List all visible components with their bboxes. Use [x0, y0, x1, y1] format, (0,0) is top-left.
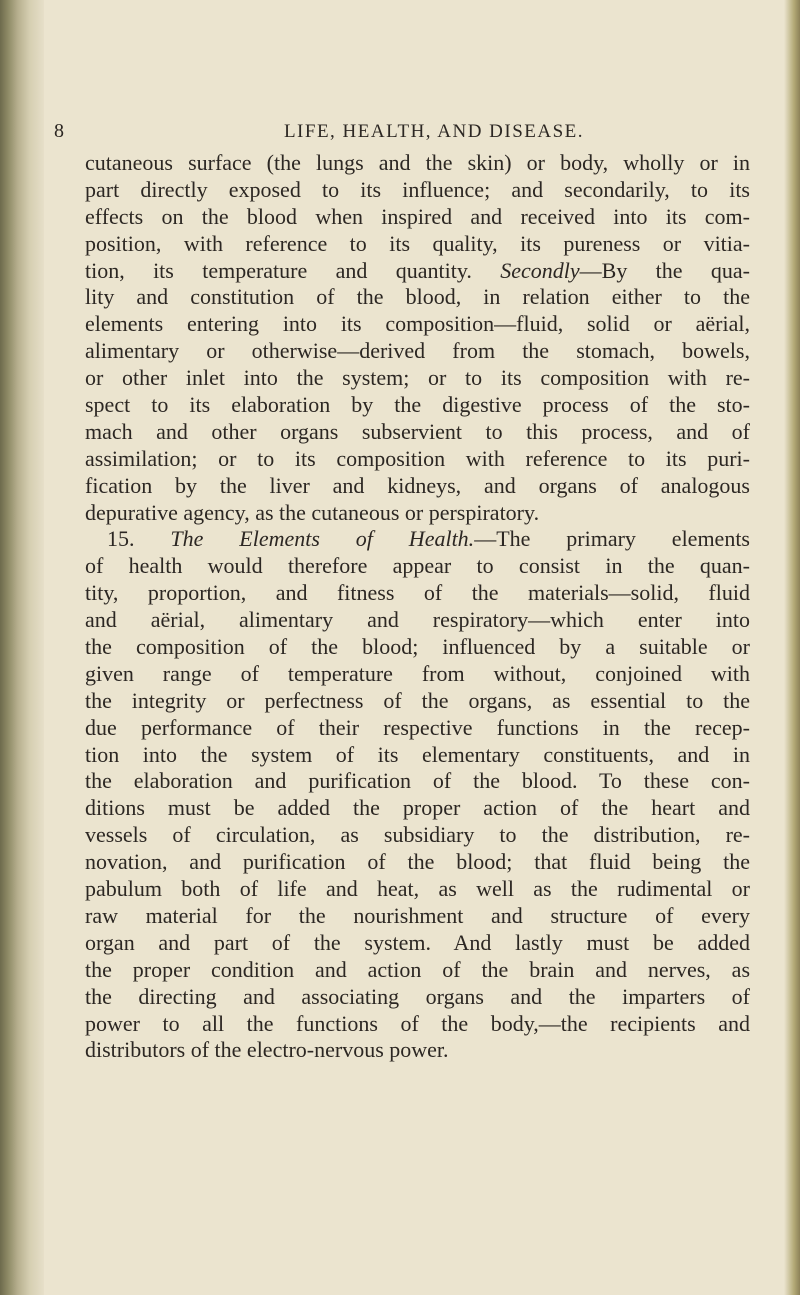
text-line: novation, and purification of the blood; that fluid being the: [85, 849, 750, 875]
text-line: vessels of circulation, as subsidiary to the distribution, re-: [85, 822, 750, 848]
text-line: mach and other organs subservient to this process, and of: [85, 418, 750, 444]
text-line: raw material for the nourishment and structure of every: [85, 902, 750, 928]
text-line: ditions must be added the proper action of the heart and: [85, 795, 750, 821]
text-line: elements entering into its composition—fluid, solid or aërial,: [85, 311, 750, 337]
text-line: the directing and associating organs and the imparters of: [85, 983, 750, 1009]
text-span: tion, its temperature and quantity.: [85, 257, 501, 283]
text-line: given range of temperature from without, conjoined with: [85, 660, 750, 686]
text-line: effects on the blood when inspired and received into its com-: [85, 203, 750, 229]
text-line: the integrity or perfectness of the organs, as essential to the: [85, 687, 750, 713]
text-line: the composition of the blood; influenced by a suitable or: [85, 634, 750, 660]
book-gutter-shadow: [0, 0, 44, 1295]
text-line: the elaboration and purification of the blood. To these con-: [85, 768, 750, 794]
page-number: 8: [54, 120, 64, 142]
text-line: fication by the liver and kidneys, and organs of analogous: [85, 472, 750, 498]
text-line: depurative agency, as the cutaneous or perspiratory.: [85, 499, 540, 525]
text-line: the proper condition and action of the brain and nerves, as: [85, 956, 750, 982]
text-line: [85, 526, 750, 553]
text-span: —The primary elements: [474, 526, 750, 552]
page-edge-shadow: [784, 0, 800, 1295]
text-line: alimentary or otherwise—derived from the stomach, bowels,: [85, 338, 750, 364]
body-text: [85, 150, 750, 1064]
italic-phrase: Secondly: [500, 257, 580, 283]
text-line: pabulum both of life and heat, as well as the rudimental or: [85, 876, 750, 902]
text-line: and aërial, alimentary and respiratory—which enter into: [85, 607, 750, 633]
text-line: distributors of the electro-nervous power.: [85, 1037, 449, 1063]
text-span: —By the qua-: [579, 257, 750, 283]
text-line: or other inlet into the system; or to its composition with re-: [85, 365, 750, 391]
text-line: lity and constitution of the blood, in relation either to the: [85, 284, 750, 310]
text-line: due performance of their respective functions in the recep-: [85, 714, 750, 740]
running-title: LIFE, HEALTH, AND DISEASE.: [283, 121, 585, 142]
text-line: tity, proportion, and fitness of the materials—solid, fluid: [85, 580, 750, 606]
text-line: part directly exposed to its influence; and secondarily, to its: [85, 176, 750, 202]
text-line: assimilation; or to its composition with reference to its puri-: [85, 445, 750, 471]
book-page: [54, 112, 784, 1282]
text-line: spect to its elaboration by the digestive process of the sto-: [85, 392, 750, 418]
text-line: organ and part of the system. And lastly must be added: [85, 929, 750, 955]
text-line: cutaneous surface (the lungs and the skin) or body, wholly or in: [85, 150, 750, 175]
text-span: 15.: [107, 526, 171, 552]
text-line: power to all the functions of the body,—the recipients and: [85, 1010, 750, 1036]
page-header: [54, 112, 784, 150]
text-line: [85, 258, 750, 285]
text-line: of health would therefore appear to consist in the quan-: [85, 553, 750, 579]
italic-phrase: The Elements of Health.: [170, 526, 475, 552]
text-line: tion into the system of its elementary constituents, and in: [85, 741, 750, 767]
text-line: position, with reference to its quality, its pureness or vitia-: [85, 230, 750, 256]
